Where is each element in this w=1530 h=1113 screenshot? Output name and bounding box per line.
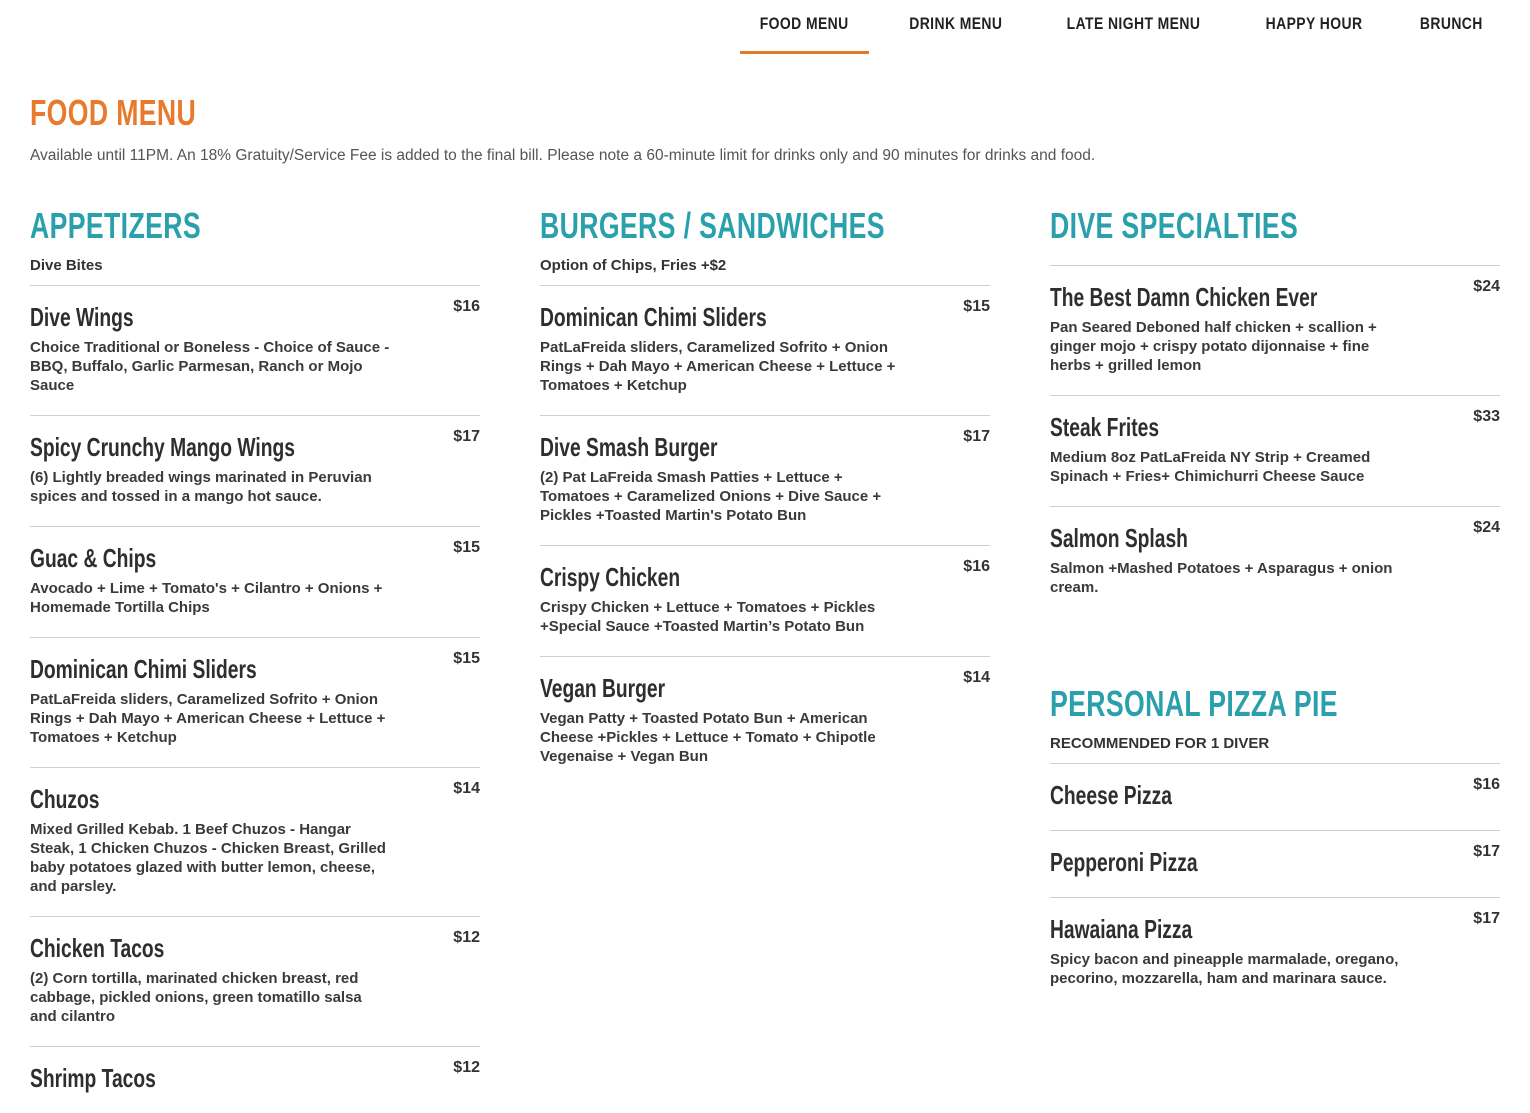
section-title: BURGERS / SANDWICHES [540, 205, 885, 246]
nav-brunch[interactable] [1403, 0, 1500, 54]
menu-item-name: Dominican Chimi Sliders [540, 302, 767, 332]
menu-item-description: PatLaFreida sliders, Caramelized Sofrito + Onion Rings + Dah Mayo + American Cheese + Lettuce + Tomatoes + Ketchup [30, 691, 386, 746]
page-note: Available until 11PM. An 18% Gratuity/Service Fee is added to the final bill. Please note a 60-minute limit for drinks only and 90 minutes for drinks and food. [30, 147, 1096, 164]
menu-item-price: $15 [453, 650, 480, 667]
appetizers-section [30, 205, 480, 1113]
menu-item-description: Medium 8oz PatLaFreida NY Strip + Creamed Spinach + Fries+ Chimichurri Cheese Sauce [1050, 449, 1371, 485]
menu-item-description: Salmon +Mashed Potatoes + Asparagus + onion cream. [1050, 560, 1393, 596]
page-title: FOOD MENU [30, 92, 197, 133]
menu-item-name: Cheese Pizza [1050, 780, 1172, 810]
menu-item [30, 917, 480, 1047]
menu-item-name: Crispy Chicken [540, 562, 681, 592]
section-subtitle: RECOMMENDED FOR 1 DIVER [1050, 735, 1270, 752]
menu-item [1050, 831, 1500, 898]
section-title: DIVE SPECIALTIES [1050, 205, 1299, 246]
menu-item-name: Steak Frites [1050, 412, 1160, 442]
menu-item-name: Dominican Chimi Sliders [30, 654, 257, 684]
menu-item-name: Dive Wings [30, 302, 134, 332]
menu-item-name: Spicy Crunchy Mango Wings [30, 432, 295, 462]
menu-item [540, 416, 990, 546]
specialties-list [1050, 266, 1500, 617]
menu-item-name: Pepperoni Pizza [1050, 847, 1198, 877]
menu-item-price: $24 [1473, 519, 1500, 536]
menu-item [540, 657, 990, 786]
menu-item-price: $33 [1473, 408, 1500, 425]
nav-food-menu[interactable] [740, 0, 868, 54]
section-title: PERSONAL PIZZA PIE [1050, 683, 1338, 724]
menu-item [30, 286, 480, 416]
section-subtitle: Dive Bites [30, 257, 103, 274]
nav-label: HAPPY HOUR [1265, 14, 1363, 33]
menu-item-price: $16 [453, 298, 480, 315]
menu-item-price: $14 [963, 669, 990, 686]
section-subtitle: Option of Chips, Fries +$2 [540, 257, 727, 274]
menu-item [1050, 266, 1500, 396]
menu-item-price: $15 [963, 298, 990, 315]
menu-item-description: Spicy bacon and pineapple marmalade, oregano, pecorino, mozzarella, ham and marinara sauce. [1050, 951, 1399, 987]
menu-item-name: Vegan Burger [540, 673, 666, 703]
menu-item-name: Salmon Splash [1050, 523, 1188, 553]
pizza-list [1050, 764, 1500, 1008]
menu-item [30, 1047, 480, 1113]
menu-item [540, 286, 990, 416]
menu-item [1050, 898, 1500, 1008]
burgers-section [540, 205, 990, 786]
appetizers-list [30, 286, 480, 1113]
specialties-section [1050, 205, 1500, 1008]
menu-item-name: Chicken Tacos [30, 933, 165, 963]
menu-item-description: PatLaFreida sliders, Caramelized Sofrito + Onion Rings + Dah Mayo + American Cheese + Lettuce + Tomatoes + Ketchup [540, 339, 896, 394]
nav-drink-menu[interactable] [889, 0, 1023, 54]
nav-happy-hour[interactable] [1245, 0, 1383, 54]
menu-item-price: $12 [453, 1059, 480, 1076]
menu-item-description: Choice Traditional or Boneless - Choice of Sauce - BBQ, Buffalo, Garlic Parmesan, Ranch or Mojo Sauce [30, 339, 390, 394]
menu-item [30, 638, 480, 768]
top-nav [720, 0, 1500, 56]
menu-item-price: $24 [1473, 278, 1500, 295]
menu-item-description: Pan Seared Deboned half chicken + scallion + ginger mojo + crispy potato dijonnaise + fine herbs + grilled lemon [1050, 319, 1377, 374]
menu-item-price: $16 [1473, 776, 1500, 793]
menu-item-description: (2) Corn tortilla, marinated chicken breast, red cabbage, pickled onions, green tomatillo salsa and cilantro [30, 970, 362, 1025]
menu-item [540, 546, 990, 657]
menu-item-price: $15 [453, 539, 480, 556]
menu-item [30, 768, 480, 917]
menu-item [1050, 507, 1500, 617]
menu-item-price: $17 [1473, 843, 1500, 860]
menu-item-name: Dive Smash Burger [540, 432, 718, 462]
pizza-section [1050, 683, 1500, 1008]
menu-item-description: Avocado + Lime + Tomato's + Cilantro + Onions + Homemade Tortilla Chips [30, 580, 383, 616]
nav-label: FOOD MENU [760, 14, 849, 33]
menu-item-description: Mixed Grilled Kebab. 1 Beef Chuzos - Hangar Steak, 1 Chicken Chuzos - Chicken Breast, Grilled baby potatoes glazed with butter lemon, cheese, and parsley. [30, 821, 386, 895]
menu-item-description: (6) Lightly breaded wings marinated in Peruvian spices and tossed in a mango hot sauce. [30, 469, 372, 505]
menu-item-price: $12 [453, 929, 480, 946]
menu-item [1050, 764, 1500, 831]
menu-item-price: $14 [453, 780, 480, 797]
menu-item-price: $17 [1473, 910, 1500, 927]
menu-item-name: The Best Damn Chicken Ever [1050, 282, 1318, 312]
menu-item [30, 527, 480, 638]
nav-label: DRINK MENU [908, 14, 1003, 33]
menu-item-price: $17 [963, 428, 990, 445]
nav-label: BRUNCH [1420, 14, 1484, 33]
menu-item [1050, 396, 1500, 507]
menu-item-name: Shrimp Tacos [30, 1063, 156, 1093]
menu-item-name: Hawaiana Pizza [1050, 914, 1193, 944]
menu-item [30, 416, 480, 527]
menu-item-price: $16 [963, 558, 990, 575]
menu-item-name: Chuzos [30, 784, 100, 814]
menu-item-name: Guac & Chips [30, 543, 157, 573]
nav-late-night-menu[interactable] [1042, 0, 1225, 54]
burgers-list [540, 286, 990, 786]
menu-item-description: Vegan Patty + Toasted Potato Bun + American Cheese +Pickles + Lettuce + Tomato + Chipotle Vegenaise + Vegan Bun [540, 710, 876, 765]
menu-item-price: $17 [453, 428, 480, 445]
nav-label: LATE NIGHT MENU [1066, 14, 1201, 33]
section-title: APPETIZERS [30, 205, 201, 246]
menu-item-description: (2) Pat LaFreida Smash Patties + Lettuce + Tomatoes + Caramelized Onions + Dive Sauce + Pickles +Toasted Martin's Potato Bun [540, 469, 882, 524]
menu-item-description: Crispy Chicken + Lettuce + Tomatoes + Pickles +Special Sauce +Toasted Martin’s Potato Bun [540, 599, 876, 635]
